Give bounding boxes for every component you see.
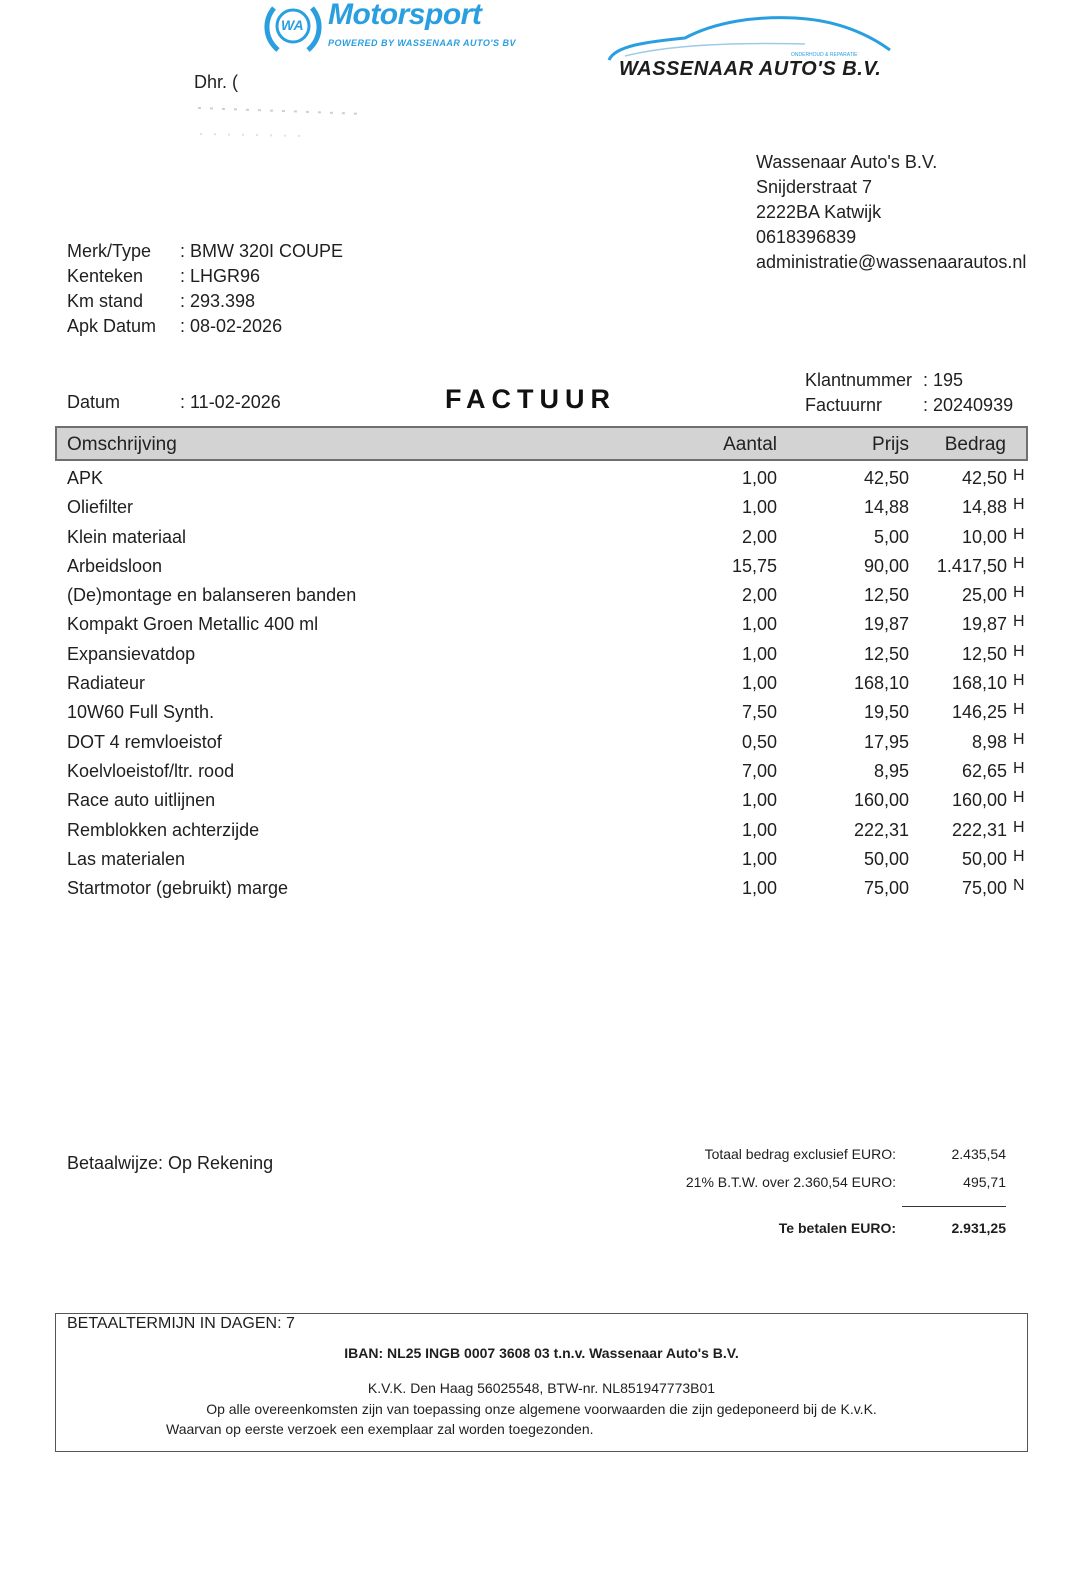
line-description: Race auto uitlijnen <box>67 790 216 811</box>
line-price: 12,50 <box>863 585 909 606</box>
line-quantity: 1,00 <box>741 848 777 869</box>
company-logo-text: WASSENAAR AUTO'S B.V. <box>619 58 882 80</box>
col-header-price: Prijs <box>872 434 909 455</box>
motorsport-subtitle: POWERED BY WASSENAAR AUTO'S BV <box>328 38 516 48</box>
line-amount: 50,00 <box>961 848 1007 869</box>
line-quantity: 1,00 <box>741 790 777 811</box>
line-price: 14,88 <box>863 497 909 518</box>
line-price: 222,31 <box>853 819 909 840</box>
motorsport-title: Motorsport <box>328 0 482 31</box>
company-phone: 0618396839 <box>756 227 857 247</box>
line-amount: 168,10 <box>951 673 1007 694</box>
totals-divider <box>902 1206 1006 1207</box>
line-quantity: 2,00 <box>741 526 777 547</box>
vat-value: 495,71 <box>963 1174 1006 1190</box>
motorsport-logo <box>262 0 522 58</box>
invoice-number <box>805 393 1013 418</box>
line-quantity: 1,00 <box>741 497 777 518</box>
vehicle-value: : BMW 320I COUPE <box>180 241 344 261</box>
line-description: Radiateur <box>67 673 146 694</box>
col-header-description: Omschrijving <box>67 434 177 455</box>
payment-term: BETAALTERMIJN IN DAGEN: 7 <box>67 1315 295 1332</box>
line-price: 19,87 <box>863 614 909 635</box>
line-price: 50,00 <box>863 848 909 869</box>
terms-conditions-line-2: Waarvan op eerste verzoek een exemplaar zal worden toegezonden. <box>166 1421 594 1437</box>
col-header-quantity: Aantal <box>723 434 777 455</box>
line-amount: 62,65 <box>961 760 1007 781</box>
line-price: 160,00 <box>853 790 909 811</box>
kvk-line: K.V.K. Den Haag 56025548, BTW-nr. NL851947773B01 <box>367 1380 716 1396</box>
table-row <box>55 729 1045 758</box>
customer-number <box>805 368 1013 393</box>
total-due-label: Te betalen EURO: <box>778 1220 896 1236</box>
line-price: 168,10 <box>853 673 909 694</box>
total-excl-row <box>640 1146 1020 1174</box>
line-amount: 222,31 <box>951 819 1007 840</box>
line-vat-code: H <box>1013 613 1025 631</box>
payment-terms-box <box>55 1313 1028 1452</box>
line-vat-code: H <box>1013 642 1025 660</box>
line-vat-code: H <box>1013 496 1025 514</box>
line-vat-code: H <box>1013 847 1025 865</box>
table-row <box>55 524 1045 553</box>
line-description: (De)montage en balanseren banden <box>67 585 357 606</box>
table-row <box>55 670 1045 699</box>
vehicle-row <box>67 314 343 339</box>
invoice-number-value: : 20240939 <box>923 395 1014 415</box>
line-description: Arbeidsloon <box>67 555 163 576</box>
line-price: 12,50 <box>863 643 909 664</box>
line-amount: 75,00 <box>961 878 1007 899</box>
vehicle-info <box>67 239 343 339</box>
line-amount: 19,87 <box>961 614 1007 635</box>
vehicle-row <box>67 264 343 289</box>
table-header <box>55 426 1028 461</box>
line-amount: 12,50 <box>961 643 1007 664</box>
line-amount: 25,00 <box>961 585 1007 606</box>
iban-line: IBAN: NL25 INGB 0007 3608 03 t.n.v. Wassenaar Auto's B.V. <box>344 1345 739 1361</box>
table-row <box>55 699 1045 728</box>
line-amount: 8,98 <box>971 731 1007 752</box>
line-price: 8,95 <box>873 760 909 781</box>
vehicle-value: : LHGR96 <box>180 266 261 286</box>
line-vat-code: H <box>1013 584 1025 602</box>
line-vat-code: H <box>1013 730 1025 748</box>
table-row <box>55 582 1045 611</box>
line-quantity: 1,00 <box>741 614 777 635</box>
line-amount: 10,00 <box>961 526 1007 547</box>
line-quantity: 1,00 <box>741 468 777 488</box>
line-quantity: 15,75 <box>731 555 777 576</box>
customer-name: Dhr. ( <box>194 72 239 92</box>
invoice-numbers <box>805 368 1013 418</box>
company-name: Wassenaar Auto's B.V. <box>756 152 938 172</box>
line-amount: 42,50 <box>961 468 1007 488</box>
table-row <box>55 465 1045 494</box>
line-quantity: 0,50 <box>741 731 777 752</box>
line-price: 17,95 <box>863 731 909 752</box>
line-vat-code: H <box>1013 818 1025 836</box>
line-price: 19,50 <box>863 702 909 723</box>
line-quantity: 7,00 <box>741 760 777 781</box>
line-description: Startmotor (gebruikt) marge <box>67 878 289 899</box>
invoice-title: FACTUUR <box>445 384 616 414</box>
company-email: administratie@wassenaarautos.nl <box>756 252 1027 272</box>
customer-number-label: Klantnummer <box>805 370 913 390</box>
line-description: Kompakt Groen Metallic 400 ml <box>67 614 319 635</box>
line-vat-code: H <box>1013 467 1025 484</box>
line-description: Klein materiaal <box>67 526 187 547</box>
table-row <box>55 641 1045 670</box>
line-description: Las materialen <box>67 848 186 869</box>
line-amount: 14,88 <box>961 497 1007 518</box>
company-address <box>756 150 1026 275</box>
line-quantity: 2,00 <box>741 585 777 606</box>
table-row <box>55 494 1045 523</box>
line-description: 10W60 Full Synth. <box>67 702 215 723</box>
table-row <box>55 817 1045 846</box>
wa-badge-text: WA <box>281 17 304 33</box>
table-row <box>55 611 1045 640</box>
vat-row <box>640 1174 1020 1202</box>
customer-number-value: : 195 <box>923 370 964 390</box>
company-street: Snijderstraat 7 <box>756 177 873 197</box>
invoice-date-value: : 11-02-2026 <box>180 392 281 412</box>
line-quantity: 1,00 <box>741 673 777 694</box>
vehicle-label: Km stand <box>67 291 144 311</box>
line-vat-code: H <box>1013 672 1025 690</box>
vehicle-label: Merk/Type <box>67 241 152 261</box>
total-excl-label: Totaal bedrag exclusief EURO: <box>704 1146 896 1162</box>
line-vat-code: N <box>1013 877 1025 895</box>
invoice-date-label: Datum <box>67 392 121 412</box>
line-quantity: 7,50 <box>741 702 777 723</box>
invoice-number-label: Factuurnr <box>805 395 883 415</box>
line-price: 90,00 <box>863 555 909 576</box>
line-description: APK <box>67 468 104 488</box>
line-quantity: 1,00 <box>741 643 777 664</box>
vat-label: 21% B.T.W. over 2.360,54 EURO: <box>685 1174 896 1190</box>
vehicle-value: : 293.398 <box>180 291 256 311</box>
totals <box>640 1146 1020 1202</box>
terms-conditions-line: Op alle overeenkomsten zijn van toepassing onze algemene voorwaarden die zijn gedeponeerd bij de K.v.K. <box>206 1401 877 1417</box>
payment-method: Betaalwijze: Op Rekening <box>67 1153 274 1173</box>
table-row <box>55 553 1045 582</box>
line-description: Remblokken achterzijde <box>67 819 260 840</box>
vehicle-value: : 08-02-2026 <box>180 316 283 336</box>
vehicle-label: Kenteken <box>67 266 144 286</box>
line-vat-code: H <box>1013 525 1025 543</box>
vehicle-row <box>67 289 343 314</box>
line-amount: 160,00 <box>951 790 1007 811</box>
line-description: Oliefilter <box>67 497 134 518</box>
line-quantity: 1,00 <box>741 878 777 899</box>
invoice-lines <box>55 465 1045 904</box>
vehicle-label: Apk Datum <box>67 316 157 336</box>
vehicle-row <box>67 239 343 264</box>
line-amount: 146,25 <box>951 702 1007 723</box>
line-description: Koelvloeistof/ltr. rood <box>67 760 235 781</box>
line-vat-code: H <box>1013 789 1025 807</box>
line-price: 5,00 <box>873 526 909 547</box>
total-due-value: 2.931,25 <box>951 1220 1006 1236</box>
table-row <box>55 846 1045 875</box>
line-amount: 1.417,50 <box>936 555 1007 576</box>
invoice-date <box>67 392 281 413</box>
line-price: 42,50 <box>863 468 909 488</box>
line-description: Expansievatdop <box>67 643 196 664</box>
customer-address-redacted <box>196 100 386 140</box>
line-description: DOT 4 remvloeistof <box>67 731 222 752</box>
line-quantity: 1,00 <box>741 819 777 840</box>
table-row <box>55 758 1045 787</box>
table-row <box>55 875 1045 904</box>
line-vat-code: H <box>1013 554 1025 572</box>
company-logo <box>605 12 895 82</box>
total-excl-value: 2.435,54 <box>951 1146 1006 1162</box>
line-vat-code: H <box>1013 701 1025 719</box>
company-city: 2222BA Katwijk <box>756 202 882 222</box>
line-price: 75,00 <box>863 878 909 899</box>
company-tagline: ONDERHOUD & REPARATIE <box>791 52 858 58</box>
col-header-amount: Bedrag <box>944 434 1006 455</box>
table-row <box>55 787 1045 816</box>
line-vat-code: H <box>1013 759 1025 777</box>
